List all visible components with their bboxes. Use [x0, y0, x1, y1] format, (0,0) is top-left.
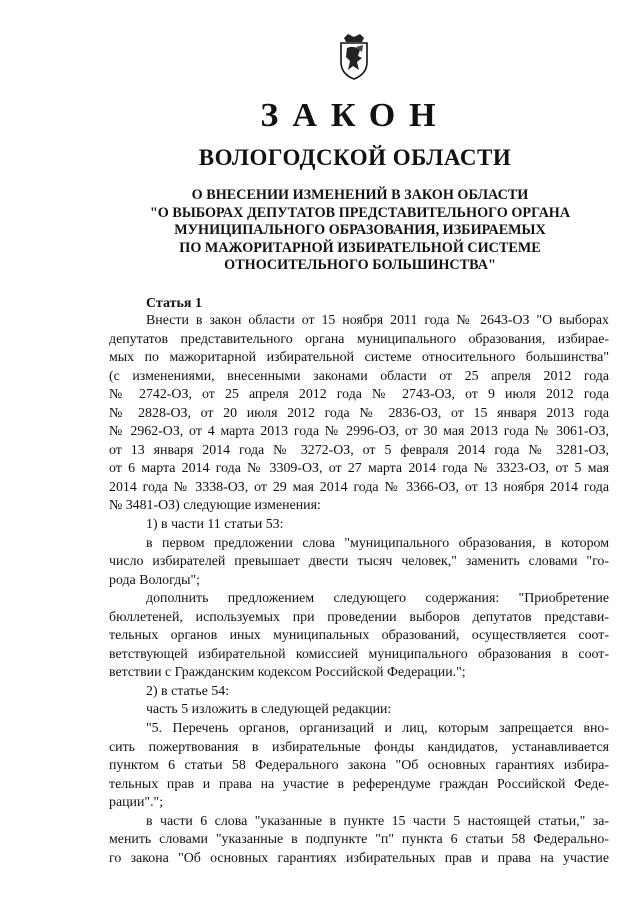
body-line: мых по мажоритарной избирательной системе относительного большинства"	[109, 350, 609, 366]
law-subtitle	[120, 187, 600, 275]
coat-of-arms-icon	[336, 32, 372, 80]
subtitle-line: ОТНОСИТЕЛЬНОГО БОЛЬШИНСТВА"	[224, 257, 496, 273]
body-line: тельных прав и права на участие в референдуме граждан Российской Феде-	[109, 776, 609, 792]
body-line: от 13 января 2014 года № 3272-ОЗ, от 5 февраля 2014 года № 3281-ОЗ,	[109, 442, 609, 458]
body-line: дополнить предложением следующего содержания: "Приобретение	[146, 591, 609, 607]
article-body	[109, 312, 609, 868]
document-region: ВОЛОГОДСКОЙ ОБЛАСТИ	[198, 145, 512, 170]
body-line: № 3481-ОЗ) следующие изменения:	[109, 498, 321, 514]
article-heading: Статья 1	[146, 296, 202, 311]
body-line: пунктом 6 статьи 58 Федерального закона "Об основных гарантиях избира-	[109, 758, 609, 774]
body-line: 2014 года № 3338-ОЗ, от 29 мая 2014 года № 3366-ОЗ, от 13 ноября 2014 года	[109, 479, 609, 495]
body-line: менить словами "указанные в подпункте "п" пункта 6 статьи 58 Федерально-	[109, 832, 609, 848]
body-line: рода Вологды";	[109, 572, 201, 588]
body-line: 1) в части 11 статьи 53:	[146, 517, 284, 533]
body-line: Внести в закон области от 15 ноября 2011 года № 2643-ОЗ "О выборах	[146, 313, 609, 328]
body-line: го закона "Об основных гарантиях избирательных прав и права на участие	[109, 850, 609, 866]
body-line: число избирателей превышает двести тысяч человек," заменить словами "го-	[109, 554, 609, 570]
body-line: № 2962-ОЗ, от 4 марта 2013 года № 2996-ОЗ, от 30 мая 2013 года № 3061-ОЗ,	[109, 424, 609, 440]
body-line: в первом предложении слова "муниципального образования, в котором	[146, 535, 609, 551]
body-line: в части 6 слова "указанные в пункте 15 части 5 настоящей статьи," за-	[146, 813, 609, 829]
body-line: № 2742-ОЗ, от 25 апреля 2012 года № 2743-ОЗ, от 9 июля 2012 года	[109, 387, 609, 403]
body-line: часть 5 изложить в следующей редакции:	[146, 702, 392, 718]
subtitle-line: "О ВЫБОРАХ ДЕПУТАТОВ ПРЕДСТАВИТЕЛЬНОГО ОРГАНА	[149, 204, 571, 221]
body-line: рации".";	[109, 795, 164, 811]
body-line: сить пожертвования в избирательные фонды кандидатов, устанавливается	[109, 739, 609, 755]
body-line: № 2828-ОЗ, от 20 июля 2012 года № 2836-ОЗ, от 15 января 2013 года	[109, 405, 609, 421]
subtitle-line: О ВНЕСЕНИИ ИЗМЕНЕНИЙ В ЗАКОН ОБЛАСТИ	[191, 187, 529, 203]
body-line: ветствии с Гражданским кодексом Российской Федерации.";	[109, 665, 466, 681]
body-line: от 6 марта 2014 года № 3309-ОЗ, от 27 марта 2014 года № 3323-ОЗ, от 5 мая	[109, 461, 609, 477]
body-line: тельных органов иных муниципальных образований, осуществляется соот-	[109, 628, 609, 644]
body-line: 2) в статье 54:	[146, 683, 230, 699]
document-title: ЗАКОН	[260, 97, 450, 134]
body-line: ветствующей избирательной комиссией муниципального образования в соот-	[109, 646, 609, 662]
body-line: (с изменениями, внесенными законами области от 25 апреля 2012 года	[109, 368, 609, 384]
subtitle-line: ПО МАЖОРИТАРНОЙ ИЗБИРАТЕЛЬНОЙ СИСТЕМЕ	[179, 239, 541, 256]
subtitle-line: МУНИЦИПАЛЬНОГО ОБРАЗОВАНИЯ, ИЗБИРАЕМЫХ	[174, 222, 546, 238]
body-line: "5. Перечень органов, организаций и лиц, которым запрещается вно-	[146, 721, 609, 737]
body-line: депутатов представительного органа муниципального образования, избирае-	[109, 331, 609, 347]
body-line: бюллетеней, используемых при проведении выборов депутатов представи-	[109, 609, 609, 625]
